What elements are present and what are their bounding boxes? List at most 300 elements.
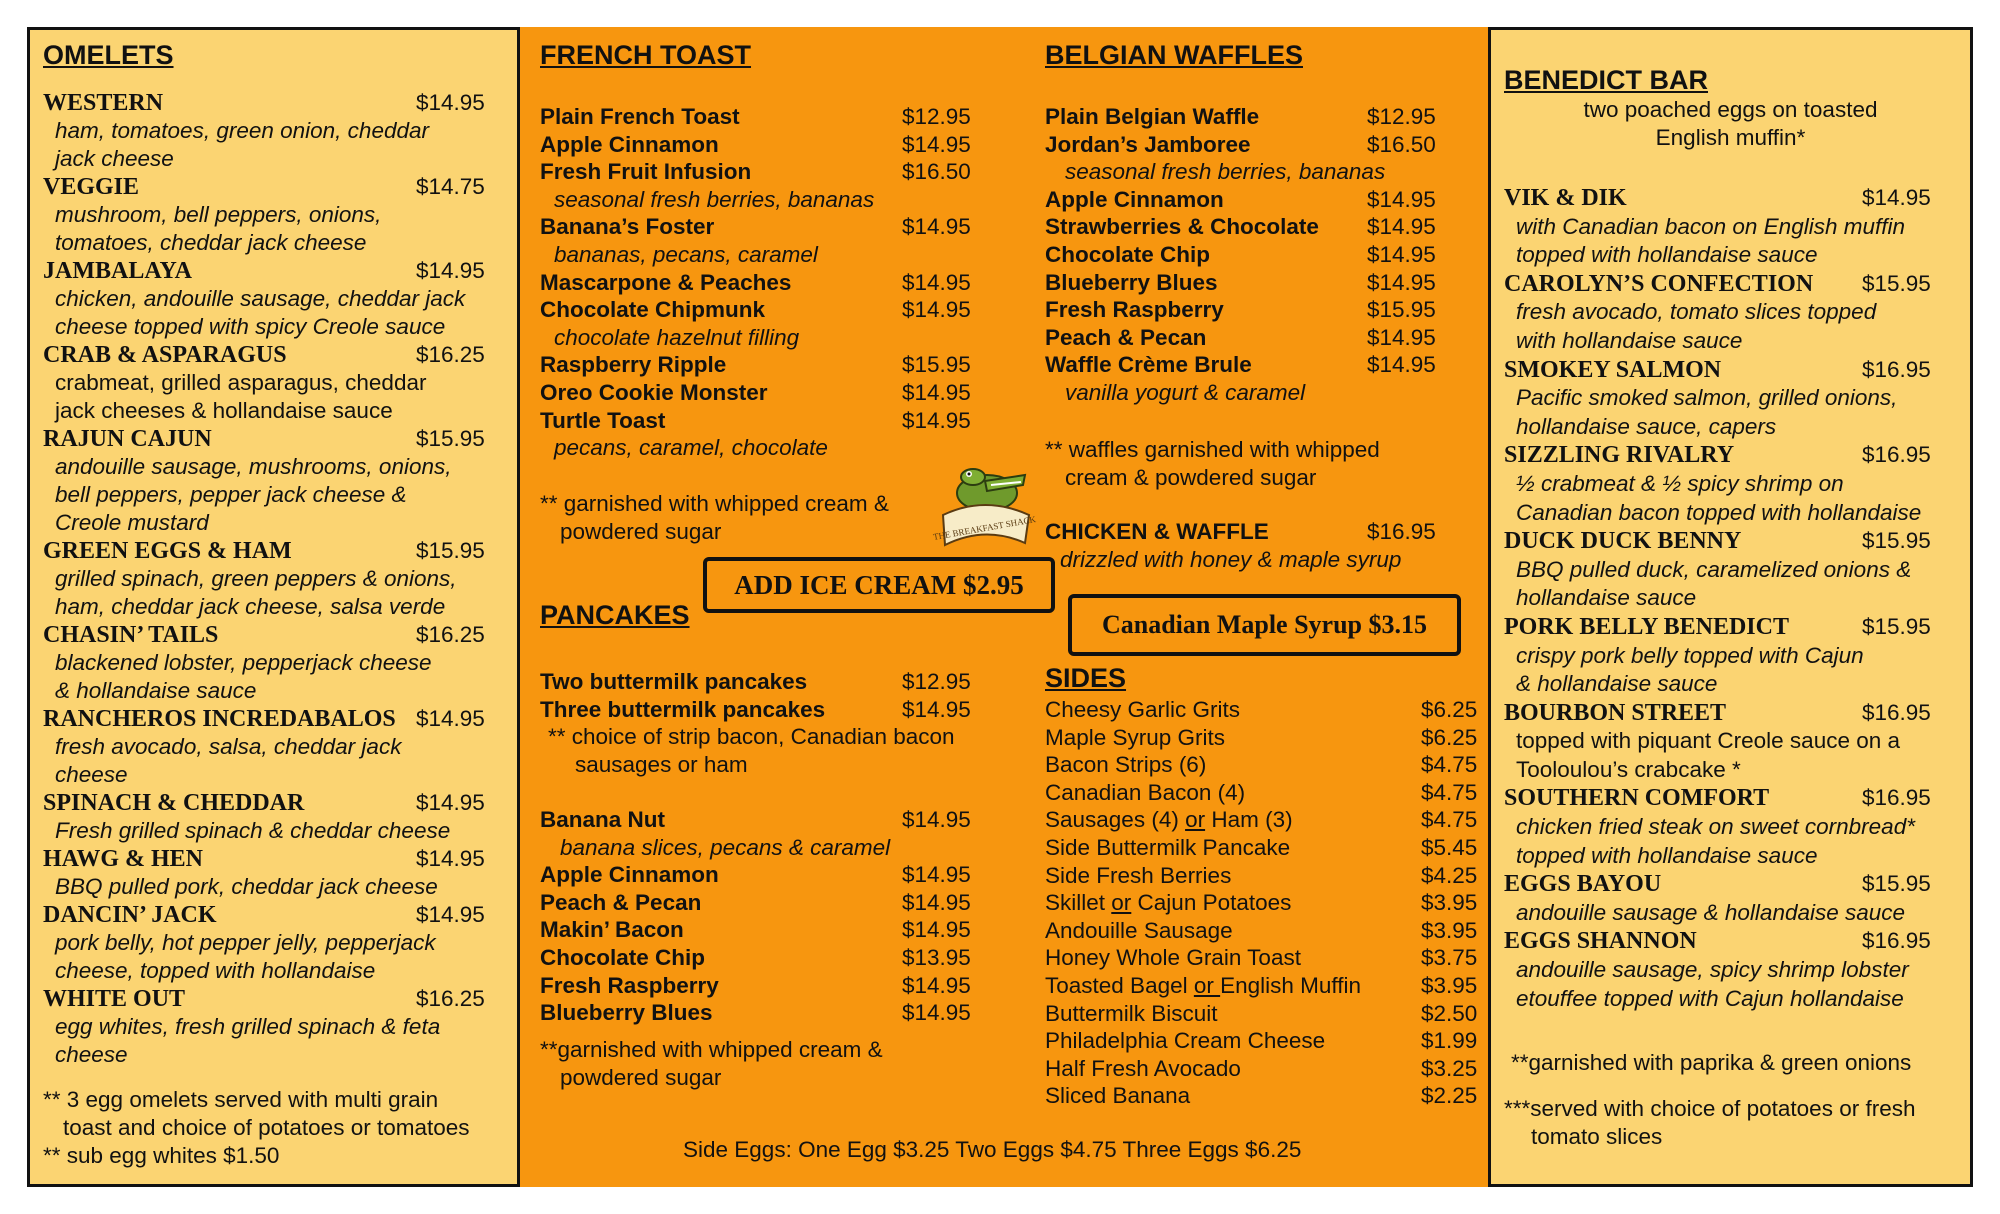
- pancake-row-desc: [540, 835, 940, 863]
- french-toast-item-price: $14.95: [902, 407, 971, 433]
- omelet-item-desc: crabmeat, grilled asparagus, cheddar: [55, 370, 427, 395]
- benedict-item-desc: fresh avocado, tomato slices topped: [1516, 299, 1877, 325]
- side-item-price: $1.99: [1421, 1028, 1478, 1054]
- benedict-row-desc: [1504, 814, 1964, 843]
- omelet-row: [43, 258, 513, 286]
- omelet-row-desc: [43, 314, 513, 342]
- omelet-item-desc: bell peppers, pepper jack cheese &: [55, 482, 407, 507]
- benedict-item-price: $16.95: [1862, 699, 1931, 725]
- omelet-item-desc: cheese: [55, 1042, 128, 1067]
- side-item-price: $3.95: [1421, 917, 1478, 943]
- benedict-row: [1504, 614, 1964, 643]
- benedict-item-desc: ½ crabmeat & ½ spicy shrimp on: [1516, 470, 1844, 496]
- waffle-item-price: $15.95: [1367, 297, 1436, 323]
- omelet-row-desc: [43, 286, 513, 314]
- french-toast-item-desc: seasonal fresh berries, bananas: [554, 186, 875, 212]
- side-item: Buttermilk Biscuit: [1045, 1000, 1218, 1026]
- pancake-row: [540, 696, 971, 725]
- pancake-row: [540, 972, 971, 1001]
- benedict-item: EGGS BAYOU: [1504, 871, 1662, 898]
- side-row: [1045, 724, 1478, 753]
- waffle-row-desc: [1045, 380, 1465, 408]
- side-item-price: $2.25: [1421, 1083, 1478, 1109]
- omelet-item: SPINACH & CHEDDAR: [43, 790, 305, 816]
- waffle-row: [1045, 270, 1465, 298]
- pancake-item: Banana Nut: [540, 807, 666, 832]
- add-ice-cream-box: ADD ICE CREAM $2.95: [703, 557, 1055, 613]
- side-item-or: or: [1185, 807, 1206, 833]
- omelet-item: RAJUN CAJUN: [43, 426, 212, 452]
- benedict-item-price: $15.95: [1862, 528, 1931, 554]
- benedict-item-price: $16.95: [1862, 785, 1931, 811]
- french-toast-row: [540, 104, 971, 132]
- french-toast-item: Raspberry Ripple: [540, 352, 727, 378]
- omelets-list: [43, 90, 513, 1070]
- waffle-item: Strawberries & Chocolate: [1045, 214, 1319, 240]
- french-toast-row: [540, 379, 971, 408]
- pancake-item-price: $14.95: [902, 889, 971, 915]
- omelet-item-price: $14.95: [416, 258, 485, 283]
- chicken-waffle-price: $16.95: [1367, 519, 1436, 544]
- side-item-price: $4.25: [1421, 862, 1478, 888]
- waffle-item-price: $16.50: [1367, 131, 1436, 157]
- omelet-item: HAWG & HEN: [43, 846, 204, 872]
- waffle-item-desc: vanilla yogurt & caramel: [1065, 379, 1306, 405]
- omelet-row-desc: [43, 454, 513, 482]
- omelet-item-price: $14.95: [416, 846, 485, 871]
- pancake-item: Chocolate Chip: [540, 944, 706, 970]
- omelet-item: WHITE OUT: [43, 986, 186, 1012]
- benedict-item-desc: topped with hollandaise sauce: [1516, 842, 1818, 868]
- omelet-row: [43, 90, 513, 118]
- omelet-row-desc: [43, 146, 513, 174]
- omelet-row-desc: [43, 762, 513, 790]
- omelet-item-price: $16.25: [416, 342, 485, 367]
- side-item-price: $5.45: [1421, 834, 1478, 860]
- omelet-item-desc: cheese, topped with hollandaise: [55, 958, 376, 983]
- omelet-row: [43, 426, 513, 454]
- omelet-row-desc: [43, 566, 513, 594]
- side-item-price: $6.25: [1421, 724, 1478, 750]
- side-row: [1045, 972, 1478, 1001]
- benedict-row-desc: [1504, 986, 1964, 1015]
- pancake-item: Peach & Pecan: [540, 889, 702, 915]
- benedict-item-desc: Pacific smoked salmon, grilled onions,: [1516, 385, 1898, 411]
- waffle-row: [1045, 325, 1465, 353]
- waffle-item-price: $14.95: [1367, 186, 1436, 212]
- benedict-item: CAROLYN’S CONFECTION: [1504, 270, 1814, 297]
- side-item-price: $3.95: [1421, 890, 1478, 916]
- french-toast-row: [540, 297, 971, 325]
- french-toast-item: Mascarpone & Peaches: [540, 269, 792, 295]
- pancake-item-price: $13.95: [902, 944, 971, 970]
- omelet-item: DANCIN’ JACK: [43, 902, 217, 928]
- omelet-row: [43, 986, 513, 1014]
- benedict-item-desc: andouille sausage, spicy shrimp lobster: [1516, 957, 1909, 983]
- waffle-item: Blueberry Blues: [1045, 269, 1218, 295]
- waffle-item-price: $12.95: [1367, 104, 1436, 129]
- omelet-item-price: $14.95: [416, 790, 485, 815]
- pancakes-note-2: powdered sugar: [560, 1065, 722, 1090]
- waffle-item: Peach & Pecan: [1045, 324, 1207, 350]
- benedict-item-desc: hollandaise sauce: [1516, 585, 1697, 611]
- benedict-item-desc: Tooloulou’s crabcake *: [1516, 756, 1741, 782]
- french-toast-item-desc: bananas, pecans, caramel: [554, 241, 818, 267]
- omelet-item-desc: mushroom, bell peppers, onions,: [55, 202, 382, 227]
- omelet-item-desc: egg whites, fresh grilled spinach & feta: [55, 1014, 441, 1039]
- omelet-item: CHASIN’ TAILS: [43, 622, 219, 648]
- benedict-row-desc: [1504, 500, 1964, 529]
- omelet-row-desc: [43, 874, 513, 902]
- pancake-item-desc: banana slices, pecans & caramel: [560, 834, 891, 860]
- waffle-item-price: $14.95: [1367, 352, 1436, 378]
- waffle-item: Fresh Raspberry: [1045, 297, 1224, 323]
- pancake-row: [540, 889, 971, 918]
- french-toast-item: Turtle Toast: [540, 407, 666, 433]
- french-toast-item-price: $15.95: [902, 352, 971, 378]
- omelet-item-desc: pork belly, hot pepper jelly, pepperjack: [55, 930, 436, 955]
- pancake-item-price: $14.95: [902, 1000, 971, 1026]
- benedict-row-desc: [1504, 643, 1964, 672]
- waffles-title: BELGIAN WAFFLES: [1045, 40, 1303, 70]
- omelets-note-2: toast and choice of potatoes or tomatoes: [63, 1115, 470, 1140]
- side-item: Sliced Banana: [1045, 1083, 1191, 1109]
- side-item: Canadian Bacon (4): [1045, 779, 1246, 805]
- benedict-row-desc: [1504, 957, 1964, 986]
- french-toast-row: [540, 131, 971, 160]
- benedict-item: EGGS SHANNON: [1504, 928, 1697, 955]
- side-row: [1045, 1028, 1478, 1056]
- benedict-item: VIK & DIK: [1504, 185, 1627, 211]
- omelet-row: [43, 846, 513, 874]
- side-row: [1045, 779, 1478, 808]
- pancake-item-price: $14.95: [902, 917, 971, 943]
- side-row: [1045, 697, 1478, 725]
- benedict-row-desc: [1504, 242, 1964, 271]
- omelet-item-price: $14.95: [416, 90, 485, 115]
- omelet-row-desc: [43, 678, 513, 706]
- pancake-row: [540, 917, 971, 945]
- omelet-row-desc: [43, 818, 513, 846]
- side-row: [1045, 1055, 1478, 1084]
- omelet-row: [43, 622, 513, 650]
- french-toast-item-price: $16.50: [902, 159, 971, 185]
- omelet-row-desc: [43, 1014, 513, 1042]
- side-item: Maple Syrup Grits: [1045, 724, 1226, 750]
- benedict-row-desc: [1504, 328, 1964, 357]
- omelet-row-desc: [43, 650, 513, 678]
- benedict-item: SIZZLING RIVALRY: [1504, 442, 1735, 469]
- omelet-item-desc: jack cheeses & hollandaise sauce: [55, 398, 393, 423]
- omelet-item-desc: & hollandaise sauce: [55, 678, 257, 703]
- benedict-item-desc: BBQ pulled duck, caramelized onions &: [1516, 556, 1912, 582]
- omelet-item: VEGGIE: [43, 174, 140, 200]
- french-toast-row: [540, 352, 971, 380]
- french-toast-item-price: $14.95: [902, 214, 971, 240]
- pancake-item-price: $14.95: [902, 862, 971, 888]
- waffle-item-price: $14.95: [1367, 214, 1436, 240]
- waffle-item: Chocolate Chip: [1045, 241, 1211, 267]
- benedict-row: [1504, 700, 1964, 729]
- french-toast-item-price: $14.95: [902, 131, 971, 157]
- benedict-subtitle-2: English muffin*: [1655, 125, 1806, 150]
- pancakes-choice-note-2: sausages or ham: [575, 752, 748, 777]
- french-toast-item: Fresh Fruit Infusion: [540, 159, 752, 185]
- maple-syrup-box: Canadian Maple Syrup $3.15: [1068, 594, 1461, 656]
- side-item: Sausages (4) or Ham (3): [1045, 807, 1293, 833]
- benedict-item: SMOKEY SALMON: [1504, 356, 1722, 383]
- waffle-item-desc: seasonal fresh berries, bananas: [1065, 159, 1386, 185]
- omelet-item: CRAB & ASPARAGUS: [43, 342, 287, 368]
- omelet-row-desc: [43, 398, 513, 426]
- benedict-panel: [1488, 27, 1973, 1187]
- side-item-price: $4.75: [1421, 752, 1478, 778]
- benedict-row: [1504, 271, 1964, 300]
- sides-list: [1045, 697, 1478, 1111]
- waffles-note-1: ** waffles garnished with whipped: [1045, 437, 1380, 462]
- waffle-item-price: $14.95: [1367, 269, 1436, 295]
- omelet-row-desc: [43, 594, 513, 622]
- french-toast-row: [540, 269, 971, 298]
- pancake-item-price: $12.95: [902, 669, 971, 694]
- benedict-item-desc: topped with piquant Creole sauce on a: [1516, 728, 1901, 754]
- pancakes-note-1: **garnished with whipped cream &: [540, 1037, 883, 1062]
- benedict-row: [1504, 785, 1964, 814]
- omelet-item-desc: grilled spinach, green peppers & onions,: [55, 566, 457, 591]
- omelet-item: GREEN EGGS & HAM: [43, 538, 292, 564]
- side-item: Skillet or Cajun Potatoes: [1045, 890, 1292, 916]
- french-toast-item-desc: pecans, caramel, chocolate: [554, 435, 828, 461]
- side-item: Side Fresh Berries: [1045, 862, 1232, 888]
- french-toast-item-desc: chocolate hazelnut filling: [554, 324, 800, 350]
- waffle-item-price: $14.95: [1367, 324, 1436, 350]
- benedict-title: BENEDICT BAR: [1504, 65, 1709, 95]
- benedict-subtitle-1: two poached eggs on toasted: [1583, 97, 1878, 122]
- side-row: [1045, 807, 1478, 835]
- benedict-item-desc: etouffee topped with Cajun hollandaise: [1516, 985, 1904, 1011]
- waffle-item: Plain Belgian Waffle: [1045, 104, 1260, 129]
- pancake-item-price: $14.95: [902, 972, 971, 998]
- side-item: Bacon Strips (6): [1045, 752, 1207, 778]
- omelet-item-price: $16.25: [416, 986, 485, 1011]
- omelet-row-desc: [43, 930, 513, 958]
- side-item: Toasted Bagel or English Muffin: [1045, 972, 1362, 998]
- benedict-note-1: **garnished with paprika & green onions: [1511, 1050, 1912, 1075]
- omelet-item-desc: chicken, andouille sausage, cheddar jack: [55, 286, 466, 311]
- side-item-price: $4.75: [1421, 807, 1478, 833]
- omelet-item-desc: Fresh grilled spinach & cheddar cheese: [55, 818, 451, 843]
- benedict-item: PORK BELLY BENEDICT: [1504, 613, 1789, 640]
- benedict-row-desc: [1504, 671, 1964, 700]
- pancakes-top-list: [540, 669, 971, 724]
- benedict-row-desc: [1504, 414, 1964, 443]
- benedict-item-price: $16.95: [1862, 928, 1931, 954]
- omelet-item-price: $14.95: [416, 902, 485, 927]
- pancake-item: Blueberry Blues: [540, 1000, 713, 1026]
- chicken-waffle-name: CHICKEN & WAFFLE: [1045, 519, 1269, 544]
- french-toast-note-1: ** garnished with whipped cream &: [540, 491, 889, 516]
- omelet-item-desc: jack cheese: [55, 146, 174, 171]
- benedict-note-2: ***served with choice of potatoes or fresh: [1504, 1096, 1916, 1121]
- omelet-item: WESTERN: [43, 90, 164, 116]
- french-toast-note-2: powdered sugar: [560, 519, 722, 544]
- omelet-row-desc: [43, 118, 513, 146]
- side-item: Andouille Sausage: [1045, 917, 1233, 943]
- benedict-item-desc: chicken fried steak on sweet cornbread*: [1516, 814, 1915, 840]
- benedict-item: DUCK DUCK BENNY: [1504, 528, 1742, 555]
- pancake-item-price: $14.95: [902, 807, 971, 832]
- benedict-item-desc: with hollandaise sauce: [1516, 327, 1743, 353]
- omelet-item-desc: Creole mustard: [55, 510, 209, 535]
- waffle-row: [1045, 214, 1465, 242]
- benedict-row-desc: [1504, 900, 1964, 929]
- french-toast-item-price: $14.95: [902, 379, 971, 405]
- omelet-row-desc: [43, 370, 513, 398]
- omelet-item-desc: tomatoes, cheddar jack cheese: [55, 230, 367, 255]
- waffle-row: [1045, 104, 1465, 132]
- side-item-price: $3.95: [1421, 972, 1478, 998]
- waffle-item: Jordan’s Jamboree: [1045, 131, 1251, 157]
- omelet-item: JAMBALAYA: [43, 258, 192, 284]
- omelet-item-desc: cheese: [55, 762, 128, 787]
- french-toast-item: Apple Cinnamon: [540, 131, 719, 157]
- benedict-row: [1504, 357, 1964, 386]
- side-row: [1045, 1000, 1478, 1029]
- omelets-note-3: ** sub egg whites $1.50: [43, 1143, 280, 1168]
- benedict-item-desc: crispy pork belly topped with Cajun: [1516, 642, 1864, 668]
- french-toast-item-price: $14.95: [902, 297, 971, 323]
- pancake-row: [540, 669, 971, 697]
- waffle-item-price: $14.95: [1367, 241, 1436, 267]
- omelet-item-price: $14.95: [416, 706, 485, 731]
- pancake-item: Makin’ Bacon: [540, 917, 684, 943]
- pancake-item: Apple Cinnamon: [540, 862, 719, 888]
- benedict-row: [1504, 871, 1964, 900]
- benedict-item-price: $15.95: [1862, 270, 1931, 296]
- side-row: [1045, 890, 1478, 918]
- pancake-row: [540, 944, 971, 973]
- benedict-list: [1504, 185, 1964, 1014]
- benedict-row-desc: [1504, 585, 1964, 614]
- side-item-price: $3.25: [1421, 1055, 1478, 1081]
- svg-text:THE BREAKFAST SHACK: THE BREAKFAST SHACK: [932, 514, 1037, 543]
- pancake-item: Fresh Raspberry: [540, 972, 719, 998]
- side-item-price: $4.75: [1421, 779, 1478, 805]
- french-toast-row-desc: [540, 187, 940, 215]
- french-toast-item: Plain French Toast: [540, 104, 740, 129]
- benedict-item: SOUTHERN COMFORT: [1504, 785, 1770, 812]
- omelet-item-price: $15.95: [416, 538, 485, 563]
- omelet-row-desc: [43, 1042, 513, 1070]
- omelet-row: [43, 538, 513, 566]
- french-toast-row: [540, 214, 971, 242]
- omelet-item-desc: blackened lobster, pepperjack cheese: [55, 650, 432, 675]
- benedict-item-desc: & hollandaise sauce: [1516, 671, 1718, 697]
- benedict-item-price: $14.95: [1862, 185, 1931, 210]
- benedict-row-desc: [1504, 728, 1964, 757]
- omelet-row-desc: [43, 510, 513, 538]
- side-item: Philadelphia Cream Cheese: [1045, 1028, 1326, 1054]
- middle-panel: [520, 27, 1488, 1187]
- pancakes-choice-note-1: ** choice of strip bacon, Canadian bacon: [548, 724, 955, 749]
- side-item-price: $3.75: [1421, 945, 1478, 971]
- omelet-row: [43, 342, 513, 370]
- benedict-item-desc: hollandaise sauce, capers: [1516, 413, 1777, 439]
- benedict-item-price: $15.95: [1862, 613, 1931, 639]
- waffle-row: [1045, 297, 1465, 325]
- side-item: Honey Whole Grain Toast: [1045, 945, 1301, 971]
- side-item: Half Fresh Avocado: [1045, 1055, 1241, 1081]
- omelet-row-desc: [43, 202, 513, 230]
- side-row: [1045, 862, 1478, 891]
- pancake-row: [540, 1000, 971, 1028]
- side-row: [1045, 945, 1478, 973]
- french-toast-row-desc: [540, 435, 940, 463]
- benedict-row-desc: [1504, 299, 1964, 328]
- omelet-item-desc: fresh avocado, salsa, cheddar jack: [55, 734, 402, 759]
- omelet-item-price: $16.25: [416, 622, 485, 647]
- benedict-row-desc: [1504, 757, 1964, 786]
- benedict-row-desc: [1504, 471, 1964, 500]
- french-toast-item: Banana’s Foster: [540, 214, 715, 240]
- omelet-row-desc: [43, 734, 513, 762]
- omelet-row-desc: [43, 230, 513, 258]
- waffle-row: [1045, 132, 1465, 160]
- omelet-item-desc: andouille sausage, mushrooms, onions,: [55, 454, 452, 479]
- benedict-row-desc: [1504, 843, 1964, 872]
- omelet-item-desc: ham, cheddar jack cheese, salsa verde: [55, 594, 446, 619]
- side-row: [1045, 834, 1478, 863]
- waffles-note-2: cream & powdered sugar: [1065, 465, 1317, 490]
- benedict-row-desc: [1504, 557, 1964, 586]
- breakfast-shack-logo: [925, 455, 1045, 565]
- benedict-row-desc: [1504, 385, 1964, 414]
- omelet-item-price: $15.95: [416, 426, 485, 451]
- pancake-item: Two buttermilk pancakes: [540, 669, 808, 694]
- french-toast-title: FRENCH TOAST: [540, 40, 752, 70]
- benedict-row: [1504, 528, 1964, 557]
- benedict-item-price: $16.95: [1862, 356, 1931, 382]
- waffle-row-desc: [1045, 159, 1465, 187]
- benedict-item-desc: topped with hollandaise sauce: [1516, 242, 1818, 268]
- waffle-row: [1045, 352, 1465, 380]
- side-item: Side Buttermilk Pancake: [1045, 834, 1291, 860]
- pancake-row: [540, 862, 971, 890]
- benedict-row: [1504, 928, 1964, 957]
- pancake-row: [540, 807, 971, 835]
- chicken-waffle-desc: drizzled with honey & maple syrup: [1060, 547, 1402, 572]
- waffle-item: Apple Cinnamon: [1045, 186, 1224, 212]
- side-row: [1045, 917, 1478, 946]
- omelets-note-1: ** 3 egg omelets served with multi grain: [43, 1087, 439, 1112]
- omelet-row: [43, 902, 513, 930]
- omelet-row-desc: [43, 482, 513, 510]
- french-toast-item: Chocolate Chipmunk: [540, 297, 766, 323]
- omelet-row: [43, 706, 513, 734]
- french-toast-item-price: $14.95: [902, 269, 971, 295]
- side-item-or: or: [1193, 972, 1221, 998]
- omelet-row: [43, 790, 513, 818]
- benedict-row: [1504, 442, 1964, 471]
- sides-title: SIDES: [1045, 663, 1127, 693]
- waffle-row: [1045, 187, 1465, 215]
- french-toast-row: [540, 407, 971, 436]
- benedict-item: BOURBON STREET: [1504, 699, 1727, 726]
- omelets-title: OMELETS: [43, 40, 174, 70]
- omelets-panel: [27, 27, 520, 1187]
- omelet-item-desc: ham, tomatoes, green onion, cheddar: [55, 118, 429, 143]
- waffle-row: [1045, 242, 1465, 270]
